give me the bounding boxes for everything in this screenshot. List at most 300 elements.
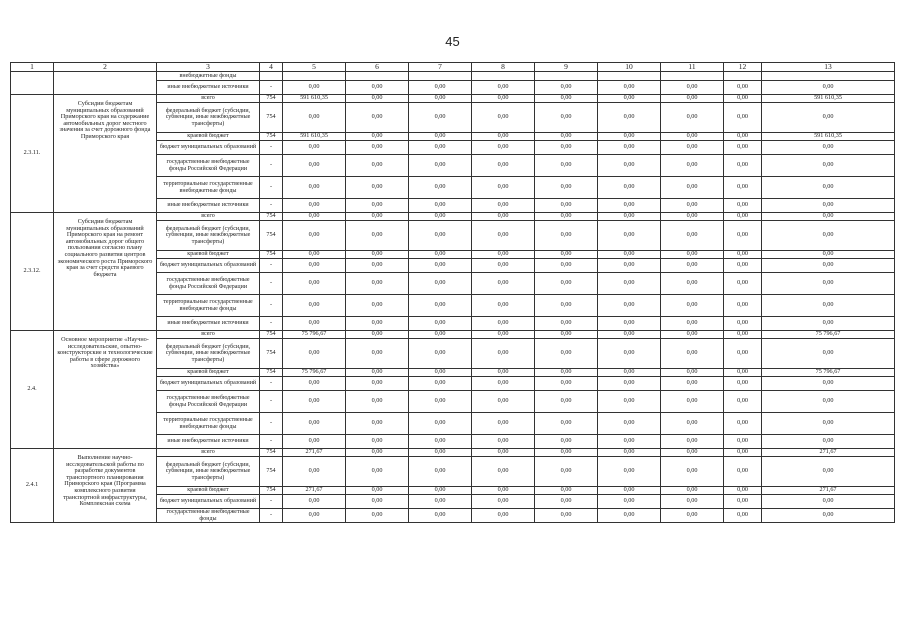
header-cell: 10 [598, 63, 661, 72]
value-cell: 0,00 [598, 273, 661, 295]
value-cell: 0,00 [762, 339, 895, 369]
value-cell: 0,00 [661, 369, 724, 377]
item-code-cell [11, 72, 54, 95]
value-cell: 0,00 [598, 95, 661, 103]
value-cell: 0,00 [598, 81, 661, 95]
value-cell: 0,00 [535, 221, 598, 251]
value-cell: 0,00 [283, 377, 346, 391]
header-cell: 2 [54, 63, 157, 72]
value-cell: 0,00 [661, 81, 724, 95]
value-cell: 0,00 [762, 177, 895, 199]
header-cell: 11 [661, 63, 724, 72]
funding-source-cell: иные внебюджетные источники [157, 317, 260, 331]
funding-source-cell: федеральный бюджет (субсидии, субвенции, иные межбюджетные трансферты) [157, 457, 260, 487]
value-cell: 0,00 [472, 103, 535, 133]
value-cell: 0,00 [724, 81, 762, 95]
funding-source-cell: всего [157, 331, 260, 339]
value-cell: 0,00 [724, 449, 762, 457]
value-cell: 0,00 [598, 487, 661, 495]
value-cell: 0,00 [346, 295, 409, 317]
value-cell: 754 [260, 449, 283, 457]
value-cell: - [260, 295, 283, 317]
value-cell: 0,00 [283, 81, 346, 95]
value-cell: 0,00 [472, 273, 535, 295]
value-cell: 0,00 [724, 103, 762, 133]
value-cell: 0,00 [598, 103, 661, 133]
value-cell [409, 72, 472, 81]
value-cell: 0,00 [472, 221, 535, 251]
value-cell: 0,00 [535, 435, 598, 449]
item-name-cell: Субсидии бюджетам муниципальных образований Приморского края на содержание автомобильных дорог местного значения за счет дорожного фонда Приморского края [54, 95, 157, 213]
value-cell: 75 796,67 [283, 331, 346, 339]
value-cell: 0,00 [283, 141, 346, 155]
value-cell: 0,00 [409, 435, 472, 449]
value-cell: 0,00 [283, 199, 346, 213]
value-cell: 0,00 [724, 487, 762, 495]
value-cell: 754 [260, 95, 283, 103]
value-cell: 0,00 [472, 251, 535, 259]
funding-source-cell: бюджет муниципальных образований [157, 259, 260, 273]
header-cell: 9 [535, 63, 598, 72]
value-cell: 0,00 [472, 369, 535, 377]
value-cell: 0,00 [661, 391, 724, 413]
value-cell: 0,00 [346, 251, 409, 259]
funding-source-cell: иные внебюджетные источники [157, 199, 260, 213]
value-cell: 0,00 [598, 509, 661, 523]
funding-source-cell: иные внебюджетные источники [157, 81, 260, 95]
value-cell: 0,00 [472, 177, 535, 199]
value-cell: 0,00 [661, 177, 724, 199]
table-row [11, 72, 895, 81]
value-cell: 0,00 [724, 177, 762, 199]
header-cell: 1 [11, 63, 54, 72]
value-cell: 0,00 [283, 103, 346, 133]
value-cell: 0,00 [762, 199, 895, 213]
value-cell: 0,00 [346, 141, 409, 155]
value-cell: 0,00 [535, 487, 598, 495]
value-cell: 0,00 [724, 435, 762, 449]
value-cell: 0,00 [598, 339, 661, 369]
value-cell: 0,00 [598, 331, 661, 339]
value-cell: 0,00 [724, 317, 762, 331]
value-cell: 0,00 [283, 317, 346, 331]
value-cell: 754 [260, 331, 283, 339]
header-row [11, 63, 895, 72]
value-cell: 754 [260, 251, 283, 259]
value-cell: 0,00 [472, 259, 535, 273]
value-cell: 0,00 [661, 413, 724, 435]
value-cell: 0,00 [472, 377, 535, 391]
value-cell: 271,67 [762, 487, 895, 495]
value-cell: 0,00 [661, 339, 724, 369]
funding-source-cell: бюджет муниципальных образований [157, 377, 260, 391]
value-cell: 0,00 [472, 95, 535, 103]
funding-source-cell: территориальные государственные внебюджетные фонды [157, 295, 260, 317]
value-cell: 0,00 [346, 391, 409, 413]
funding-source-cell: федеральный бюджет (субсидии, субвенции, иные межбюджетные трансферты) [157, 339, 260, 369]
value-cell: 0,00 [661, 487, 724, 495]
value-cell: 0,00 [535, 339, 598, 369]
value-cell: - [260, 141, 283, 155]
value-cell: 0,00 [598, 155, 661, 177]
value-cell: 0,00 [661, 509, 724, 523]
value-cell: 0,00 [409, 413, 472, 435]
value-cell: 0,00 [661, 259, 724, 273]
value-cell: 0,00 [283, 495, 346, 509]
value-cell [346, 72, 409, 81]
value-cell: 754 [260, 457, 283, 487]
value-cell: 0,00 [535, 317, 598, 331]
value-cell: 0,00 [535, 449, 598, 457]
value-cell: 0,00 [724, 259, 762, 273]
funding-source-cell: краевой бюджет [157, 251, 260, 259]
value-cell: 0,00 [409, 495, 472, 509]
header-cell: 7 [409, 63, 472, 72]
value-cell: 0,00 [598, 435, 661, 449]
value-cell: - [260, 391, 283, 413]
value-cell: 0,00 [409, 81, 472, 95]
value-cell: 0,00 [535, 103, 598, 133]
value-cell: 0,00 [346, 273, 409, 295]
value-cell: 0,00 [283, 273, 346, 295]
value-cell: 0,00 [661, 141, 724, 155]
value-cell: 0,00 [535, 391, 598, 413]
value-cell: 0,00 [762, 221, 895, 251]
value-cell: 0,00 [409, 377, 472, 391]
value-cell: 0,00 [346, 259, 409, 273]
value-cell: 0,00 [346, 317, 409, 331]
value-cell: 0,00 [409, 339, 472, 369]
funding-source-cell: федеральный бюджет (субсидии, субвенции, иные межбюджетные трансферты) [157, 103, 260, 133]
value-cell: 0,00 [598, 495, 661, 509]
item-code-cell: 2.4.1 [11, 449, 54, 523]
value-cell: 0,00 [661, 435, 724, 449]
value-cell: 0,00 [598, 317, 661, 331]
value-cell: - [260, 199, 283, 213]
funding-source-cell: краевой бюджет [157, 133, 260, 141]
value-cell: 0,00 [409, 95, 472, 103]
value-cell: 0,00 [283, 413, 346, 435]
value-cell: 0,00 [598, 133, 661, 141]
value-cell: 591 610,35 [762, 133, 895, 141]
value-cell: 0,00 [472, 295, 535, 317]
value-cell: 0,00 [409, 213, 472, 221]
value-cell: 0,00 [472, 391, 535, 413]
value-cell: 0,00 [472, 487, 535, 495]
value-cell: 0,00 [346, 133, 409, 141]
value-cell: - [260, 81, 283, 95]
value-cell: 0,00 [346, 413, 409, 435]
value-cell [260, 72, 283, 81]
value-cell: 0,00 [598, 295, 661, 317]
value-cell: 0,00 [346, 509, 409, 523]
funding-source-cell: бюджет муниципальных образований [157, 495, 260, 509]
value-cell: 0,00 [724, 295, 762, 317]
value-cell: 0,00 [409, 317, 472, 331]
value-cell: 0,00 [346, 199, 409, 213]
value-cell: 0,00 [346, 457, 409, 487]
value-cell: 0,00 [283, 391, 346, 413]
value-cell: 0,00 [346, 487, 409, 495]
value-cell: 0,00 [472, 331, 535, 339]
value-cell: 0,00 [762, 81, 895, 95]
value-cell: 0,00 [762, 251, 895, 259]
value-cell: 0,00 [535, 133, 598, 141]
value-cell: 0,00 [346, 435, 409, 449]
funding-source-cell: территориальные государственные внебюджетные фонды [157, 413, 260, 435]
funding-source-cell: территориальные государственные внебюджетные фонды [157, 177, 260, 199]
value-cell: 0,00 [762, 317, 895, 331]
value-cell: - [260, 155, 283, 177]
value-cell: 0,00 [724, 391, 762, 413]
value-cell: 0,00 [762, 495, 895, 509]
value-cell: 0,00 [661, 495, 724, 509]
value-cell: 0,00 [346, 449, 409, 457]
value-cell [724, 72, 762, 81]
value-cell: 0,00 [724, 251, 762, 259]
value-cell: 0,00 [724, 155, 762, 177]
value-cell: 0,00 [535, 177, 598, 199]
value-cell: 0,00 [283, 221, 346, 251]
value-cell: 0,00 [472, 339, 535, 369]
value-cell: 0,00 [409, 259, 472, 273]
value-cell: 0,00 [598, 449, 661, 457]
value-cell: 0,00 [409, 103, 472, 133]
value-cell: 0,00 [724, 369, 762, 377]
value-cell: 0,00 [472, 509, 535, 523]
value-cell: 0,00 [661, 103, 724, 133]
value-cell: - [260, 377, 283, 391]
value-cell: 0,00 [472, 317, 535, 331]
funding-source-cell: всего [157, 213, 260, 221]
value-cell: - [260, 259, 283, 273]
value-cell [472, 72, 535, 81]
header-cell: 4 [260, 63, 283, 72]
value-cell: 0,00 [661, 457, 724, 487]
value-cell: 0,00 [409, 331, 472, 339]
value-cell: 0,00 [724, 199, 762, 213]
value-cell: 0,00 [598, 199, 661, 213]
value-cell: 0,00 [724, 133, 762, 141]
value-cell: 0,00 [409, 199, 472, 213]
value-cell: 0,00 [346, 339, 409, 369]
value-cell: 0,00 [661, 377, 724, 391]
value-cell: 0,00 [661, 449, 724, 457]
value-cell: 0,00 [409, 369, 472, 377]
value-cell: 0,00 [535, 81, 598, 95]
value-cell: 0,00 [409, 391, 472, 413]
value-cell: 0,00 [535, 331, 598, 339]
value-cell: 0,00 [598, 141, 661, 155]
value-cell: 0,00 [283, 251, 346, 259]
value-cell: 754 [260, 369, 283, 377]
value-cell: 0,00 [598, 457, 661, 487]
value-cell: 0,00 [724, 457, 762, 487]
value-cell: 0,00 [762, 457, 895, 487]
value-cell: 0,00 [535, 413, 598, 435]
value-cell: 0,00 [472, 133, 535, 141]
funding-source-cell: иные внебюджетные источники [157, 435, 260, 449]
value-cell: 0,00 [598, 177, 661, 199]
value-cell: 0,00 [283, 339, 346, 369]
funding-source-cell: всего [157, 95, 260, 103]
item-code-cell: 2.3.11. [11, 95, 54, 213]
value-cell: - [260, 495, 283, 509]
value-cell: 0,00 [346, 377, 409, 391]
value-cell: 591 610,35 [283, 95, 346, 103]
value-cell: 0,00 [283, 213, 346, 221]
value-cell: 0,00 [598, 221, 661, 251]
value-cell: 0,00 [472, 141, 535, 155]
value-cell: 0,00 [661, 331, 724, 339]
table-row [11, 331, 895, 339]
value-cell: 0,00 [535, 377, 598, 391]
item-name-cell: Основное мероприятие «Научно-исследовательские, опытно-конструкторские и технологические работы в сфере дорожного хозяйства» [54, 331, 157, 449]
value-cell: 0,00 [283, 295, 346, 317]
value-cell: 0,00 [346, 177, 409, 199]
item-name-cell [54, 72, 157, 95]
value-cell: 0,00 [724, 273, 762, 295]
page-number: 45 [445, 34, 460, 49]
value-cell: - [260, 413, 283, 435]
table-row [11, 449, 895, 457]
value-cell: 0,00 [472, 449, 535, 457]
value-cell: 0,00 [598, 369, 661, 377]
value-cell: 0,00 [762, 213, 895, 221]
value-cell: 0,00 [762, 509, 895, 523]
value-cell: 0,00 [661, 295, 724, 317]
value-cell [535, 72, 598, 81]
value-cell: 0,00 [535, 213, 598, 221]
value-cell: 0,00 [472, 495, 535, 509]
value-cell: - [260, 509, 283, 523]
value-cell: 0,00 [598, 391, 661, 413]
value-cell: 0,00 [472, 413, 535, 435]
value-cell: 0,00 [409, 449, 472, 457]
value-cell: 0,00 [661, 95, 724, 103]
value-cell: 0,00 [409, 273, 472, 295]
value-cell: 0,00 [535, 95, 598, 103]
value-cell: 0,00 [409, 133, 472, 141]
value-cell: 0,00 [535, 495, 598, 509]
value-cell: 0,00 [762, 413, 895, 435]
value-cell: 0,00 [724, 95, 762, 103]
item-name-cell: Выполнение научно-исследовательской работы по разработке документов транспортного планирования Приморского края (Программа комплексного развития транспортной инфраструктуры, Комплексная схема [54, 449, 157, 523]
value-cell: 754 [260, 487, 283, 495]
value-cell: 0,00 [472, 81, 535, 95]
value-cell: 0,00 [409, 141, 472, 155]
value-cell: 0,00 [724, 339, 762, 369]
value-cell: 271,67 [283, 487, 346, 495]
value-cell: 0,00 [661, 133, 724, 141]
value-cell: 271,67 [762, 449, 895, 457]
value-cell: 0,00 [535, 273, 598, 295]
value-cell: 0,00 [346, 95, 409, 103]
value-cell: 754 [260, 133, 283, 141]
item-code-cell: 2.3.12. [11, 213, 54, 331]
value-cell: 0,00 [472, 457, 535, 487]
value-cell: 0,00 [409, 487, 472, 495]
value-cell: 0,00 [283, 177, 346, 199]
value-cell: 0,00 [409, 457, 472, 487]
value-cell: 0,00 [409, 155, 472, 177]
value-cell: 0,00 [283, 435, 346, 449]
value-cell [598, 72, 661, 81]
value-cell: 754 [260, 213, 283, 221]
value-cell: 0,00 [724, 141, 762, 155]
value-cell [762, 72, 895, 81]
value-cell: - [260, 435, 283, 449]
funding-source-cell: государственные внебюджетные фонды Российской Федерации [157, 273, 260, 295]
value-cell: 0,00 [762, 273, 895, 295]
value-cell: 0,00 [535, 251, 598, 259]
value-cell: 0,00 [535, 509, 598, 523]
value-cell: 0,00 [535, 259, 598, 273]
value-cell: 0,00 [661, 199, 724, 213]
value-cell: 0,00 [762, 103, 895, 133]
value-cell: 0,00 [472, 199, 535, 213]
funding-source-cell: краевой бюджет [157, 369, 260, 377]
value-cell: 0,00 [762, 141, 895, 155]
header-cell: 3 [157, 63, 260, 72]
value-cell: 754 [260, 339, 283, 369]
value-cell: 591 610,35 [283, 133, 346, 141]
value-cell: 0,00 [346, 155, 409, 177]
value-cell: 0,00 [598, 377, 661, 391]
value-cell: 75 796,67 [762, 331, 895, 339]
value-cell: 0,00 [724, 331, 762, 339]
value-cell: 0,00 [346, 221, 409, 251]
value-cell: 0,00 [598, 251, 661, 259]
value-cell: 0,00 [762, 295, 895, 317]
value-cell: 0,00 [346, 81, 409, 95]
funding-source-cell: государственные внебюджетные фонды Российской Федерации [157, 391, 260, 413]
value-cell: 0,00 [661, 221, 724, 251]
value-cell: 0,00 [346, 369, 409, 377]
value-cell: 0,00 [724, 213, 762, 221]
value-cell: 0,00 [724, 509, 762, 523]
funding-source-cell: государственные внебюджетные фонды Российской Федерации [157, 155, 260, 177]
value-cell: 0,00 [724, 495, 762, 509]
value-cell: 0,00 [661, 251, 724, 259]
value-cell: 0,00 [598, 413, 661, 435]
value-cell: 0,00 [661, 273, 724, 295]
value-cell: 0,00 [409, 509, 472, 523]
value-cell: 0,00 [762, 259, 895, 273]
value-cell: - [260, 317, 283, 331]
value-cell: 0,00 [762, 377, 895, 391]
value-cell: 0,00 [535, 457, 598, 487]
funding-source-cell: внебюджетные фонды [157, 72, 260, 81]
value-cell: 0,00 [409, 177, 472, 199]
value-cell: 0,00 [535, 369, 598, 377]
value-cell: 0,00 [535, 295, 598, 317]
value-cell: 0,00 [409, 221, 472, 251]
value-cell: 591 610,35 [762, 95, 895, 103]
funding-source-cell: всего [157, 449, 260, 457]
value-cell: 0,00 [346, 213, 409, 221]
value-cell: 0,00 [661, 317, 724, 331]
value-cell: 0,00 [598, 259, 661, 273]
value-cell: 0,00 [283, 155, 346, 177]
header-cell: 5 [283, 63, 346, 72]
header-cell: 6 [346, 63, 409, 72]
value-cell: 0,00 [346, 331, 409, 339]
value-cell: 0,00 [283, 259, 346, 273]
item-name-cell: Субсидии бюджетам муниципальных образований Приморского края на ремонт автомобильных дорог общего пользования согласно плану социального развития центров экономического роста Приморского края за счет средств краевого бюджета [54, 213, 157, 331]
funding-source-cell: краевой бюджет [157, 487, 260, 495]
value-cell: 0,00 [535, 155, 598, 177]
